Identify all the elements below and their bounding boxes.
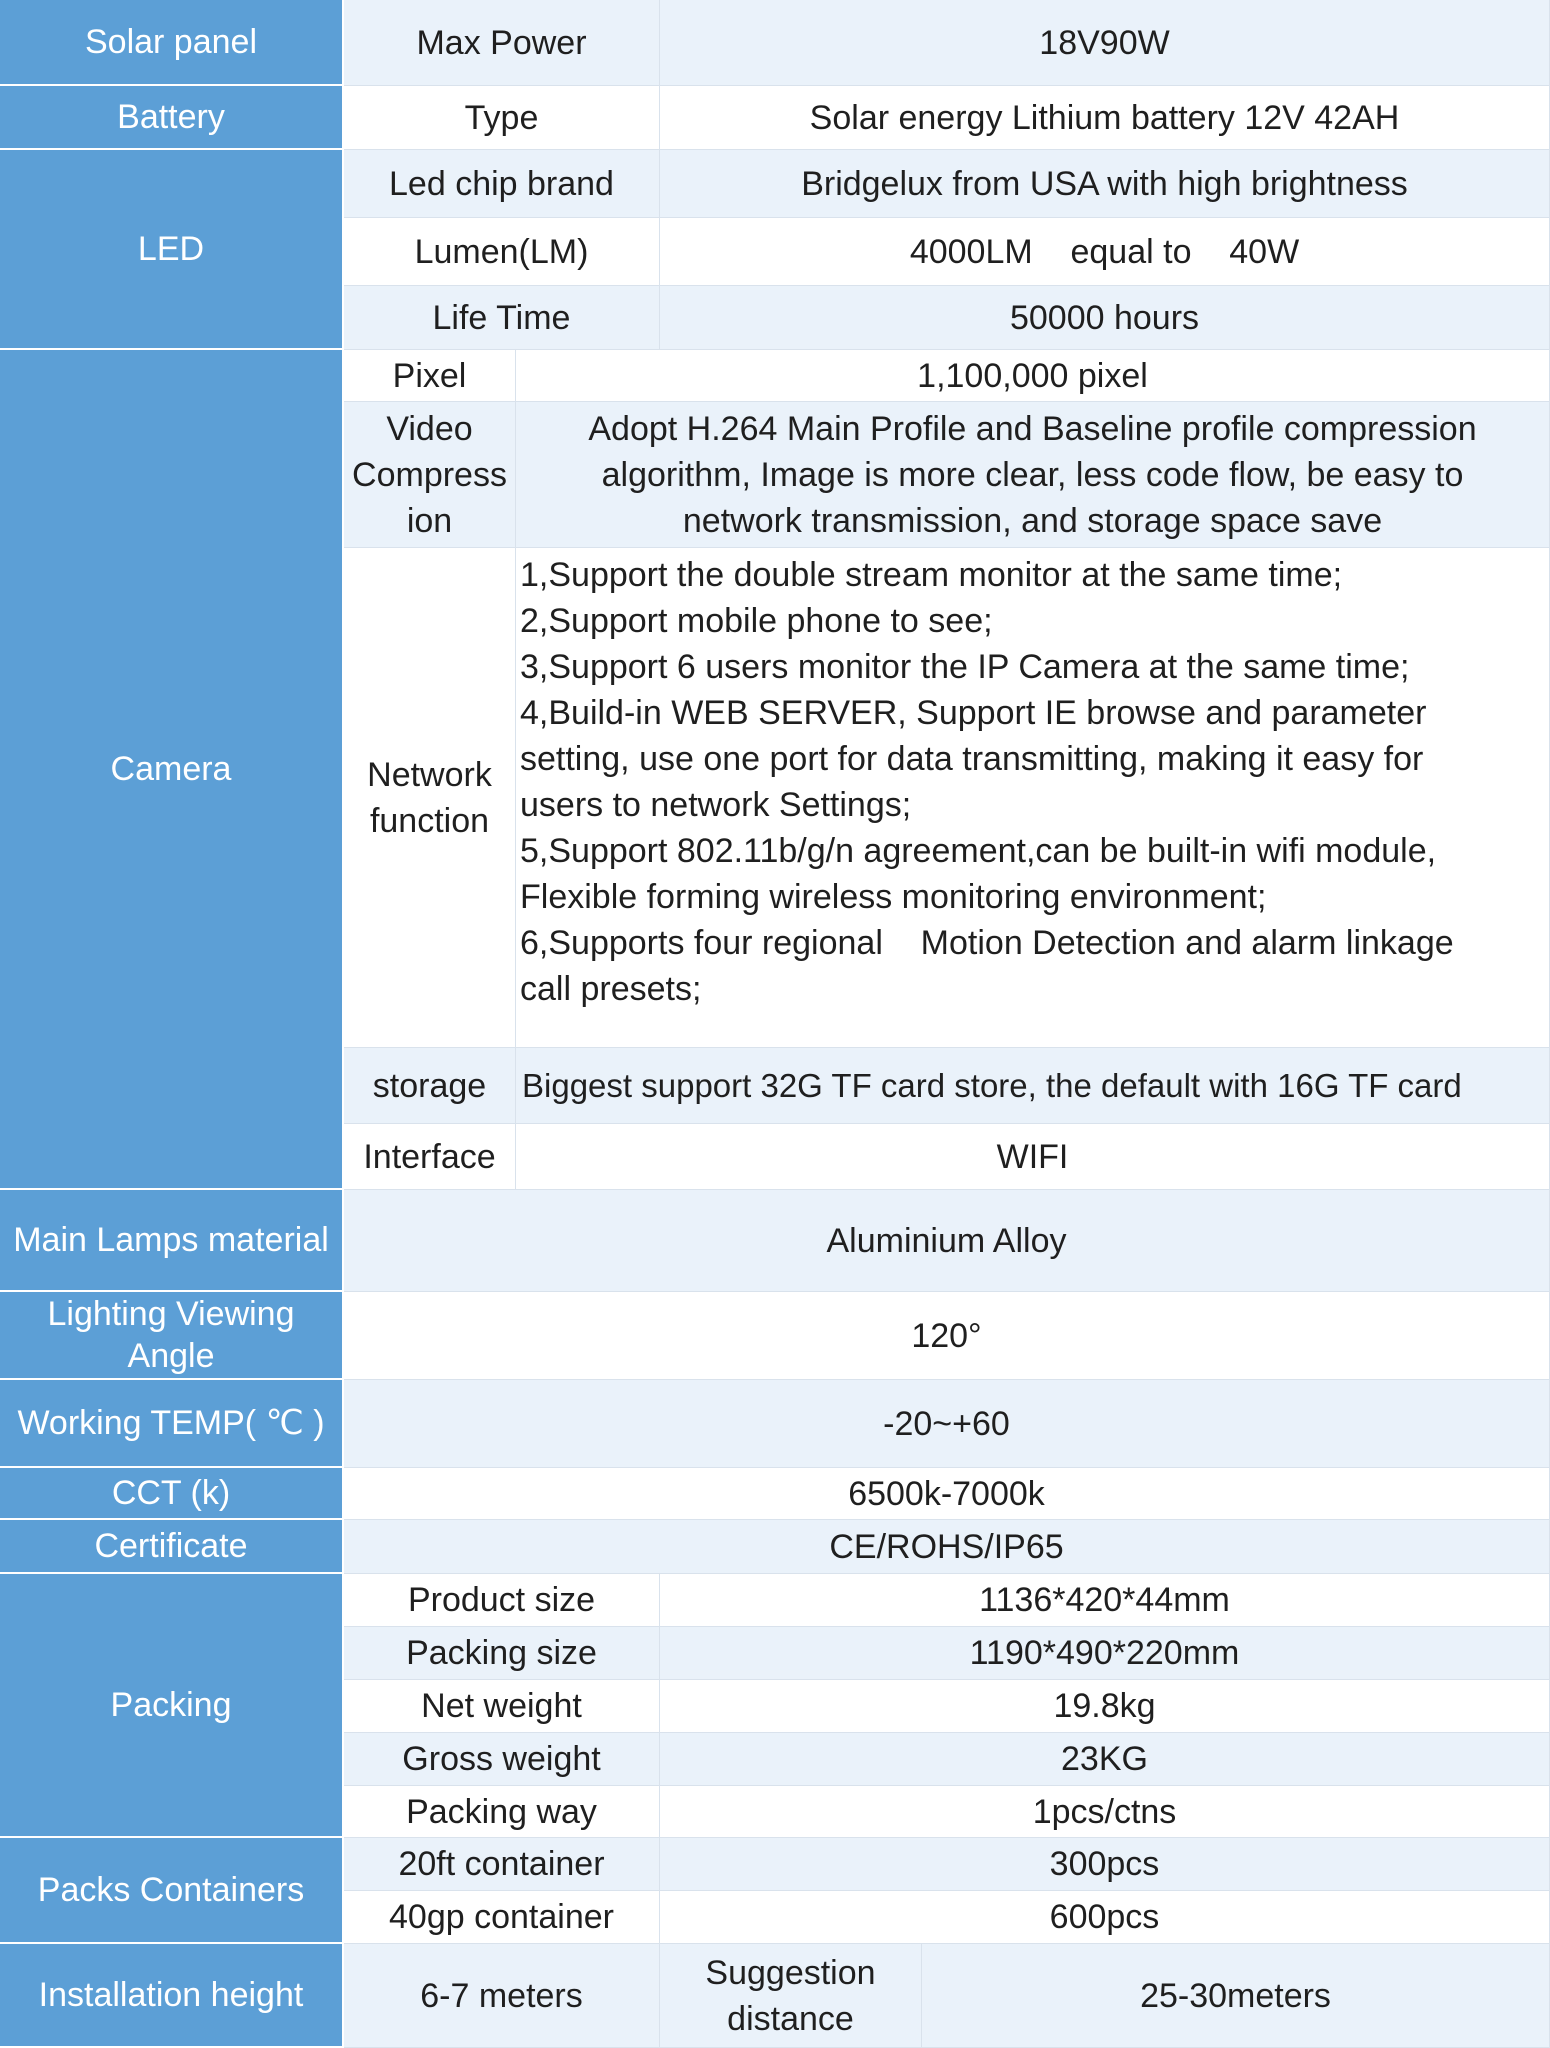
gross-weight-value: 23KG — [660, 1733, 1550, 1786]
network-label-line: Network — [367, 755, 492, 794]
video-value-line: Adopt H.264 Main Profile and Baseline profile compression — [588, 409, 1477, 448]
container-40gp-value: 600pcs — [660, 1891, 1550, 1944]
category-packing: Packing — [0, 1574, 344, 1838]
net-weight-label: Net weight — [344, 1680, 660, 1733]
solar-panel-label: Max Power — [344, 0, 660, 86]
network-label-line: function — [369, 801, 490, 840]
suggestion-distance-label — [660, 1944, 922, 2048]
category-camera: Camera — [0, 350, 344, 1190]
network-line: 1,Support the double stream monitor at the same time; — [520, 556, 1343, 594]
product-size-value: 1136*420*44mm — [660, 1574, 1550, 1627]
suggestion-label-line: Suggestion — [705, 1953, 876, 1992]
storage-label: storage — [344, 1048, 516, 1124]
packing-way-value: 1pcs/ctns — [660, 1786, 1550, 1838]
main-lamps-material-value: Aluminium Alloy — [344, 1190, 1550, 1292]
led-chip-value: Bridgelux from USA with high brightness — [660, 150, 1550, 218]
video-label-line: Compress — [352, 455, 507, 494]
container-20ft-value: 300pcs — [660, 1838, 1550, 1891]
storage-value: Biggest support 32G TF card store, the default with 16G TF card — [516, 1048, 1550, 1124]
container-20ft-label: 20ft container — [344, 1838, 660, 1891]
category-main-lamps-material: Main Lamps material — [0, 1190, 344, 1292]
category-installation-height: Installation height — [0, 1944, 344, 2048]
lumen-value: 4000LM equal to 40W — [660, 218, 1550, 286]
category-certificate: Certificate — [0, 1520, 344, 1574]
suggestion-distance-value: 25-30meters — [922, 1944, 1550, 2048]
category-cct: CCT (k) — [0, 1468, 344, 1520]
network-line: 3,Support 6 users monitor the IP Camera at the same time; — [520, 648, 1410, 686]
battery-label: Type — [344, 86, 660, 150]
packing-size-label: Packing size — [344, 1627, 660, 1680]
solar-panel-value: 18V90W — [660, 0, 1550, 86]
network-function-label — [344, 548, 516, 1048]
installation-height-value: 6-7 meters — [344, 1944, 660, 2048]
suggestion-label-line: distance — [727, 1999, 854, 2038]
led-chip-label: Led chip brand — [344, 150, 660, 218]
packing-size-value: 1190*490*220mm — [660, 1627, 1550, 1680]
network-line: 4,Build-in WEB SERVER, Support IE browse and parameter — [520, 694, 1427, 732]
certificate-value: CE/ROHS/IP65 — [344, 1520, 1550, 1574]
network-line: 5,Support 802.11b/g/n agreement,can be built-in wifi module, — [520, 832, 1437, 870]
product-size-label: Product size — [344, 1574, 660, 1627]
category-led: LED — [0, 150, 344, 350]
interface-label: Interface — [344, 1124, 516, 1190]
network-line: setting, use one port for data transmitting, making it easy for — [520, 740, 1424, 778]
lighting-viewing-angle-value: 120° — [344, 1292, 1550, 1380]
container-40gp-label: 40gp container — [344, 1891, 660, 1944]
life-time-label: Life Time — [344, 286, 660, 350]
network-line: 2,Support mobile phone to see; — [520, 602, 993, 640]
gross-weight-label: Gross weight — [344, 1733, 660, 1786]
pixel-label: Pixel — [344, 350, 516, 402]
video-value-line: algorithm, Image is more clear, less code flow, be easy to — [601, 455, 1464, 494]
battery-value: Solar energy Lithium battery 12V 42AH — [660, 86, 1550, 150]
video-compression-label — [344, 402, 516, 548]
cct-value: 6500k-7000k — [344, 1468, 1550, 1520]
network-line: Flexible forming wireless monitoring environment; — [520, 878, 1267, 916]
category-packs-containers: Packs Containers — [0, 1838, 344, 1944]
lumen-label: Lumen(LM) — [344, 218, 660, 286]
video-value-line: network transmission, and storage space save — [682, 501, 1383, 540]
lighting-angle-line: Lighting Viewing — [47, 1295, 295, 1333]
category-working-temp: Working TEMP( ℃ ) — [0, 1380, 344, 1468]
net-weight-value: 19.8kg — [660, 1680, 1550, 1733]
network-line: users to network Settings; — [520, 786, 912, 824]
category-lighting-viewing-angle — [0, 1292, 344, 1380]
network-line: 6,Supports four regional Motion Detection and alarm linkage — [520, 924, 1454, 962]
category-solar-panel: Solar panel — [0, 0, 344, 86]
category-battery: Battery — [0, 86, 344, 150]
packing-way-label: Packing way — [344, 1786, 660, 1838]
life-time-value: 50000 hours — [660, 286, 1550, 350]
pixel-value: 1,100,000 pixel — [516, 350, 1550, 402]
video-label-line: Video — [386, 409, 473, 448]
interface-value: WIFI — [516, 1124, 1550, 1190]
video-label-line: ion — [406, 501, 453, 540]
working-temp-value: -20~+60 — [344, 1380, 1550, 1468]
network-line: call presets; — [520, 970, 702, 1008]
video-compression-value — [516, 402, 1550, 548]
lighting-angle-line: Angle — [127, 1337, 215, 1375]
network-function-value — [516, 548, 1550, 1048]
